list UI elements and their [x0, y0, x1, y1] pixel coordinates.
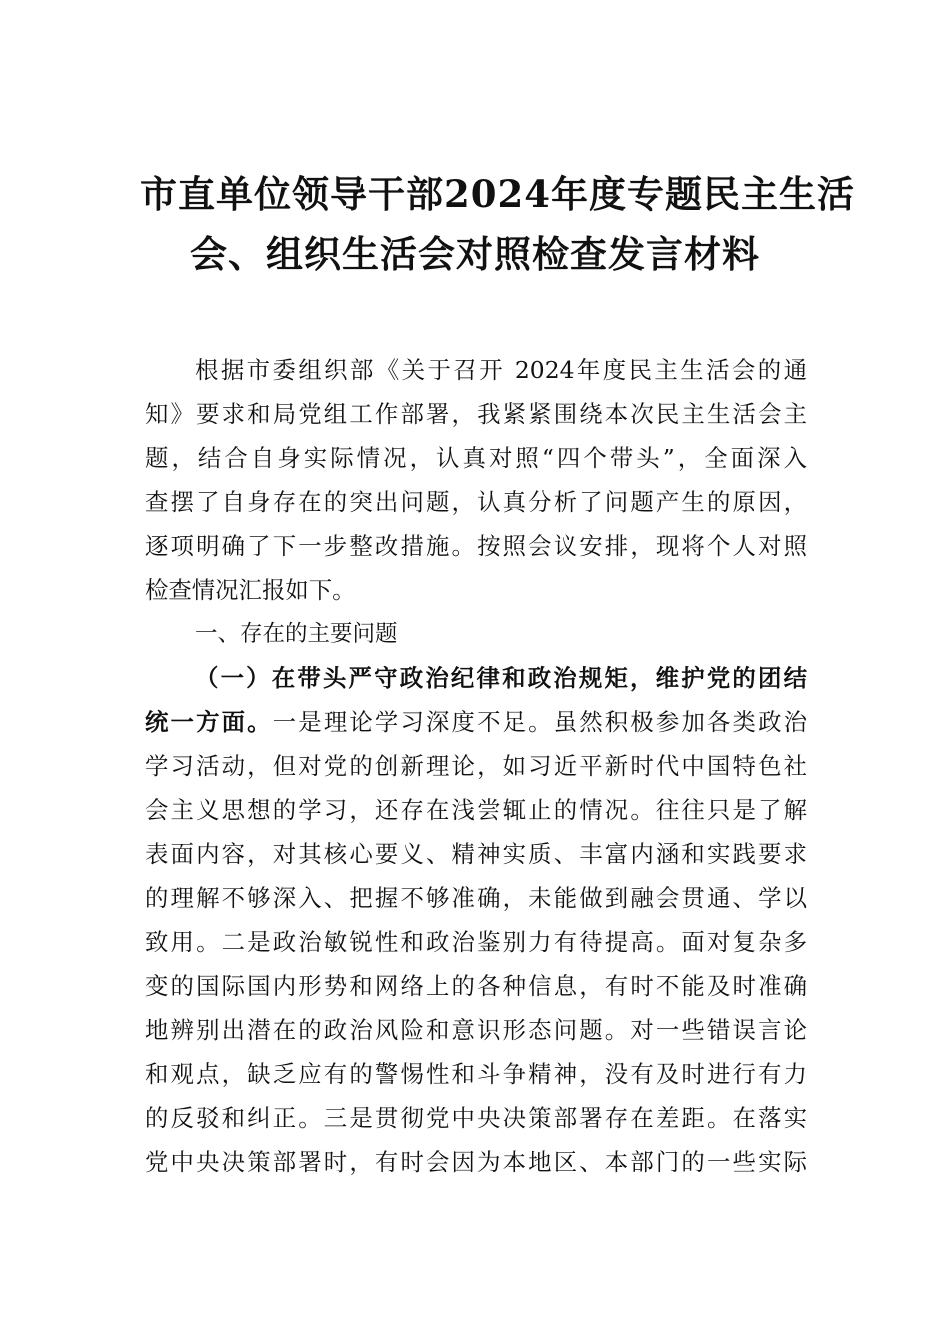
subsection-line: 党中央决策部署时，有时会因为本地区、本部门的一些实际 — [145, 1148, 807, 1176]
subsection-line: 的理解不够深入、把握不够准确，未能做到融会贯通、学以 — [145, 884, 807, 912]
subsection-line: 学习活动，但对党的创新理论，如习近平新时代中国特色社 — [145, 752, 807, 780]
section-heading: 一、存在的主要问题 — [195, 621, 398, 647]
intro-line: 题，结合自身实际情况，认真对照“四个带头”，全面深入 — [145, 444, 807, 472]
document-body — [145, 348, 807, 1184]
subsection-line: 表面内容，对其核心要义、精神实质、丰富内涵和实践要求 — [145, 840, 807, 868]
intro-line: 检查情况汇报如下。 — [145, 576, 356, 604]
intro-paragraph — [145, 348, 807, 612]
title-line-2: 会、组织生活会对照检查发言材料 — [190, 232, 760, 276]
subsection-line: 地辨别出潜在的政治风险和意识形态问题。对一些错误言论 — [145, 1016, 807, 1044]
subsection-line: 致用。二是政治敏锐性和政治鉴别力有待提高。面对复杂多 — [145, 928, 807, 956]
subsection-line — [145, 700, 807, 744]
subsection-line: 变的国际国内形势和网络上的各种信息，有时不能及时准确 — [145, 972, 807, 1000]
intro-line: 逐项明确了下一步整改措施。按照会议安排，现将个人对照 — [145, 532, 807, 560]
title-line-1: 市直单位领导干部2024年度专题民主生活 — [140, 172, 855, 216]
intro-line: 知》要求和局党组工作部署，我紧紧围绕本次民主生活会主 — [145, 400, 807, 428]
subsection-heading-tail: 统一方面。 — [145, 708, 273, 736]
subsection-paragraph — [145, 656, 807, 1184]
document-title — [140, 164, 855, 284]
intro-line: 查摆了自身存在的突出问题，认真分析了问题产生的原因， — [145, 488, 807, 516]
subsection-line: 和观点，缺乏应有的警惕性和斗争精神，没有及时进行有力 — [145, 1060, 807, 1088]
intro-line: 根据市委组织部《关于召开 2024年度民主生活会的通 — [195, 356, 807, 384]
subsection-heading-line: （一）在带头严守政治纪律和政治规矩，维护党的团结 — [195, 664, 807, 692]
subsection-line: 会主义思想的学习，还存在浅尝辄止的情况。往往只是了解 — [145, 796, 807, 824]
subsection-line: 的反驳和纠正。三是贯彻党中央决策部署存在差距。在落实 — [145, 1104, 807, 1132]
subsection-text: 一是理论学习深度不足。虽然积极参加各类政治 — [272, 708, 807, 736]
